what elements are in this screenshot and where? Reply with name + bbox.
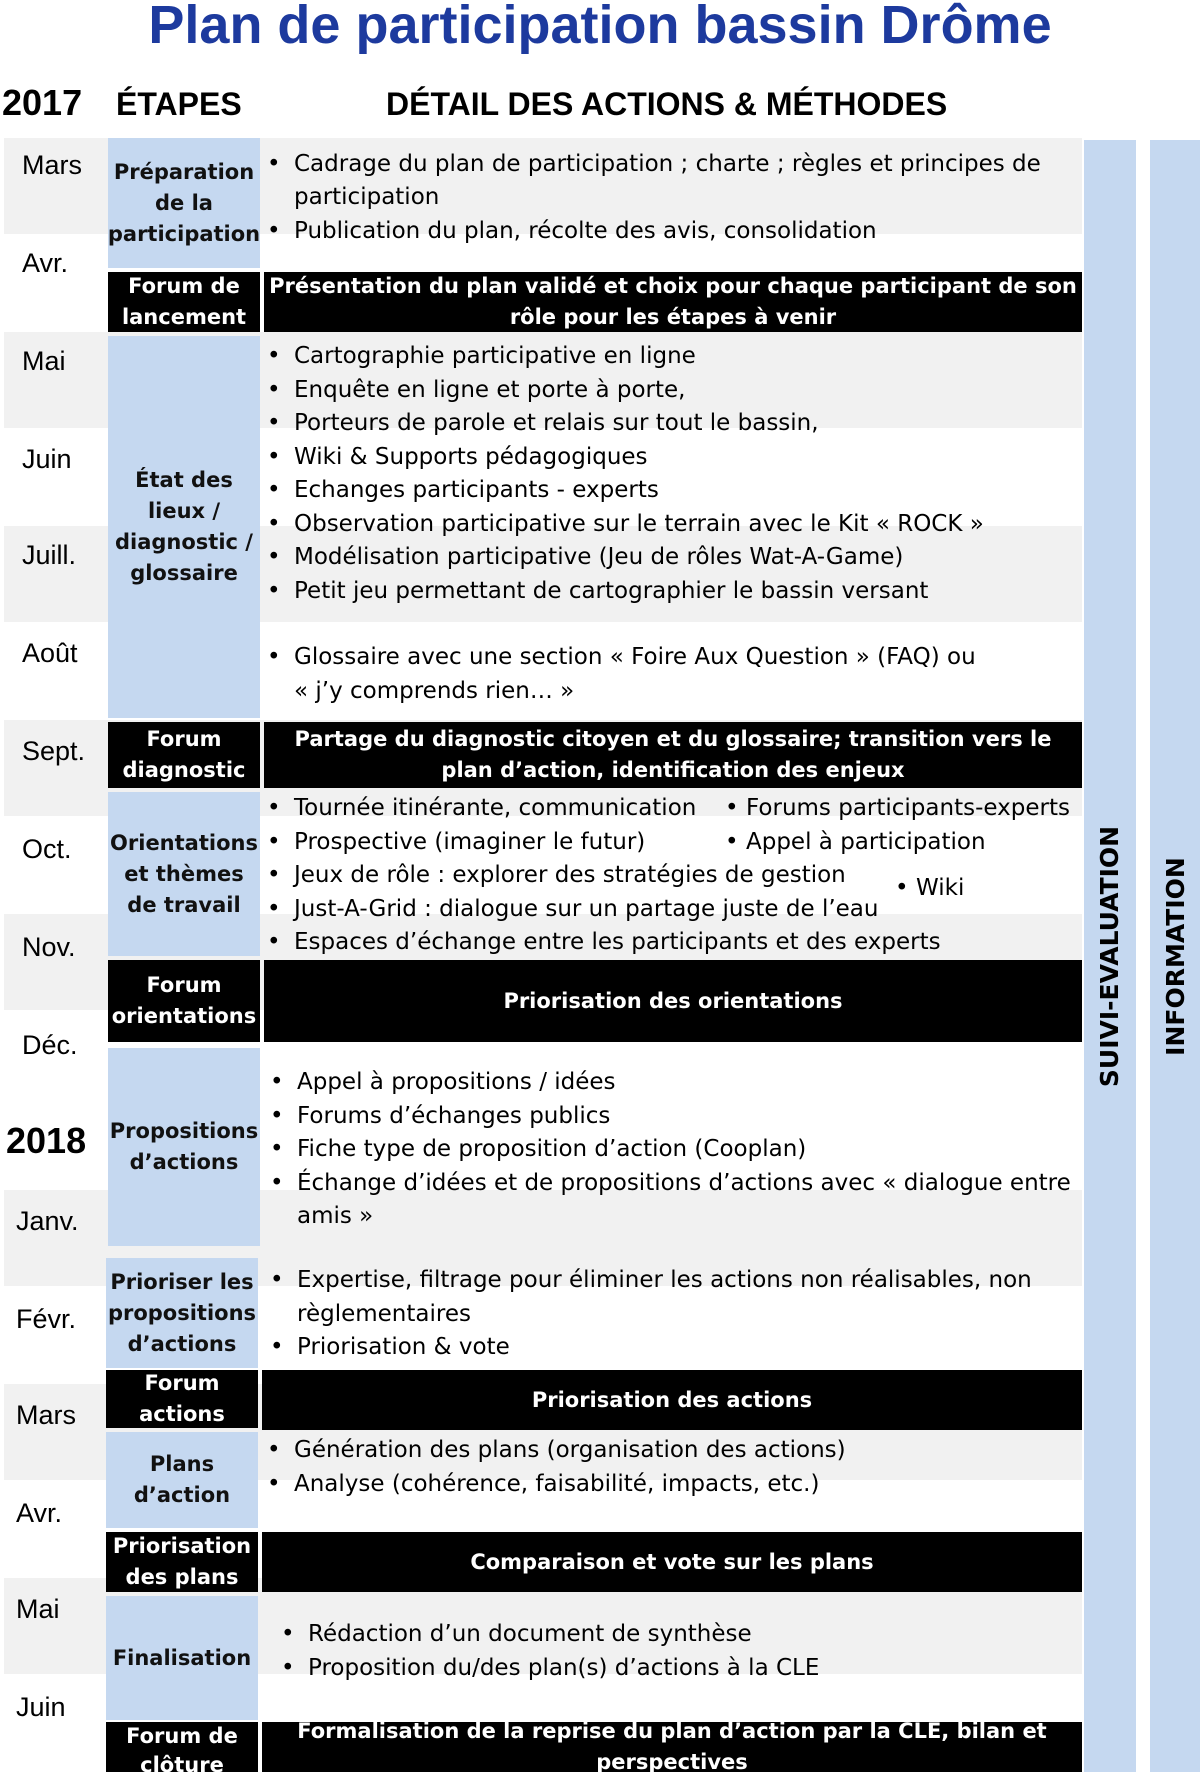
list-propositions [267,1066,1071,1200]
list-item: • Appel à propositions / idées [267,1066,1071,1100]
side-information [1150,140,1200,1772]
side-label-suivi: SUIVI-EVALUATION [1095,825,1125,1087]
stage-etat-des-lieux: État des lieux / diagnostic / glossaire [108,336,260,718]
list-item: • Génération des plans (organisation des actions) [264,1434,846,1468]
list-item: • Wiki [892,872,964,906]
list-preparation-2 [264,215,877,249]
month-fevrier-2018: Févr. [16,1304,77,1334]
stage-finalisation: Finalisation [106,1596,258,1720]
year-2017: 2017 [2,82,83,123]
list-item: • Just-A-Grid : dialogue sur un partage juste de l’eau [264,893,941,927]
stage-forum-actions: Forum actions [106,1370,258,1428]
month-septembre-2017: Sept. [22,736,86,766]
month-mars-2018: Mars [16,1400,76,1430]
list-item-continuation: « j’y comprends rien… » [294,678,575,704]
list-item-continuation: amis » [297,1203,374,1229]
bar-forum-actions: Priorisation des actions [262,1370,1082,1430]
side-suivi-evaluation [1084,140,1136,1772]
list-prioriser [267,1264,1032,1298]
stage-preparation: Préparation de la participation [108,138,260,268]
bar-forum-diagnostic: Partage du diagnostic citoyen et du glossaire; transition vers le plan d’action, identification des enjeux [264,722,1082,788]
list-item: • Tournée itinérante, communication [264,792,941,826]
month-mai-2018: Mai [16,1594,60,1624]
list-item: • Jeux de rôle : explorer des stratégies de gestion [264,859,941,893]
list-orientations-wiki [892,872,964,906]
list-plans-action [264,1434,846,1501]
list-item: • Forums participants-experts [722,792,1070,826]
month-mars-2017: Mars [22,150,82,180]
month-juin-2018: Juin [16,1692,66,1722]
list-item: • Enquête en ligne et porte à porte, [264,374,984,408]
year-2018: 2018 [6,1120,87,1161]
stage-forum-cloture: Forum de clôture [106,1722,258,1772]
month-aout-2017: Août [22,638,78,668]
list-item: • Petit jeu permettant de cartographier le bassin versant [264,575,984,609]
list-finalisation [278,1618,819,1685]
stage-forum-orientations: Forum orientations [108,960,260,1042]
list-item: • Appel à participation [722,826,1070,860]
list-item: • Rédaction d’un document de synthèse [278,1618,819,1652]
month-juillet-2017: Juill. [22,540,77,570]
stage-priorisation-plans: Priorisation des plans [106,1532,258,1592]
list-item: • Echanges participants - experts [264,474,984,508]
stage-prioriser: Prioriser les propositions d’actions [106,1258,258,1368]
stage-plans-action: Plans d’action [106,1432,258,1528]
month-novembre-2017: Nov. [22,932,76,962]
list-item-continuation: règlementaires [297,1301,471,1327]
list-glossaire [264,641,976,675]
list-item: • Observation participative sur le terrain avec le Kit « ROCK » [264,508,984,542]
month-avril-2017: Avr. [22,248,69,278]
list-orientations-extra [722,792,1070,859]
month-avril-2018: Avr. [16,1498,63,1528]
list-item: • Glossaire avec une section « Foire Aux Question » (FAQ) ou [264,641,976,675]
list-item: • Échange d’idées et de propositions d’actions avec « dialogue entre [267,1167,1071,1201]
month-mai-2017: Mai [22,346,66,376]
list-item: • Wiki & Supports pédagogiques [264,441,984,475]
month-juin-2017: Juin [22,444,72,474]
list-item: • Fiche type de proposition d’action (Cooplan) [267,1133,1071,1167]
list-item: • Modélisation participative (Jeu de rôles Wat-A-Game) [264,541,984,575]
list-etat-des-lieux [264,340,984,608]
list-item: • Proposition du/des plan(s) d’actions à la CLE [278,1652,819,1686]
list-item: • Prospective (imaginer le futur) [264,826,941,860]
list-item: • Forums d’échanges publics [267,1100,1071,1134]
stage-forum-lancement: Forum de lancement [108,272,260,332]
month-decembre-2017: Déc. [22,1030,78,1060]
list-item: • Cartographie participative en ligne [264,340,984,374]
bar-forum-orientations: Priorisation des orientations [264,960,1082,1042]
list-item: • Expertise, filtrage pour éliminer les actions non réalisables, non [267,1264,1032,1298]
month-octobre-2017: Oct. [22,834,72,864]
header-etapes: ÉTAPES [116,86,242,122]
list-item: • Porteurs de parole et relais sur tout le bassin, [264,407,984,441]
page-title: Plan de participation bassin Drôme [148,0,1052,55]
bar-forum-cloture: Formalisation de la reprise du plan d’action par la CLE, bilan et perspectives [262,1722,1082,1772]
list-prioriser-2 [267,1331,510,1365]
bar-forum-lancement: Présentation du plan validé et choix pour chaque participant de son rôle pour les étapes à venir [264,272,1082,332]
list-item: • Espaces d’échange entre les participants et des experts [264,926,941,960]
bar-priorisation-plans: Comparaison et vote sur les plans [262,1532,1082,1592]
list-item-continuation: participation [294,184,440,210]
list-item: • Publication du plan, récolte des avis, consolidation [264,215,877,249]
stage-forum-diagnostic: Forum diagnostic [108,722,260,788]
list-item: • Analyse (cohérence, faisabilité, impacts, etc.) [264,1468,846,1502]
month-janvier-2018: Janv. [16,1206,79,1236]
list-preparation [264,148,1041,182]
stage-orientations: Orientations et thèmes de travail [108,792,260,956]
stage-propositions: Propositions d’actions [108,1048,260,1246]
header-detail: DÉTAIL DES ACTIONS & MÉTHODES [386,86,948,122]
list-item: • Priorisation & vote [267,1331,510,1365]
list-item: • Cadrage du plan de participation ; charte ; règles et principes de [264,148,1041,182]
side-label-information: INFORMATION [1160,856,1190,1056]
